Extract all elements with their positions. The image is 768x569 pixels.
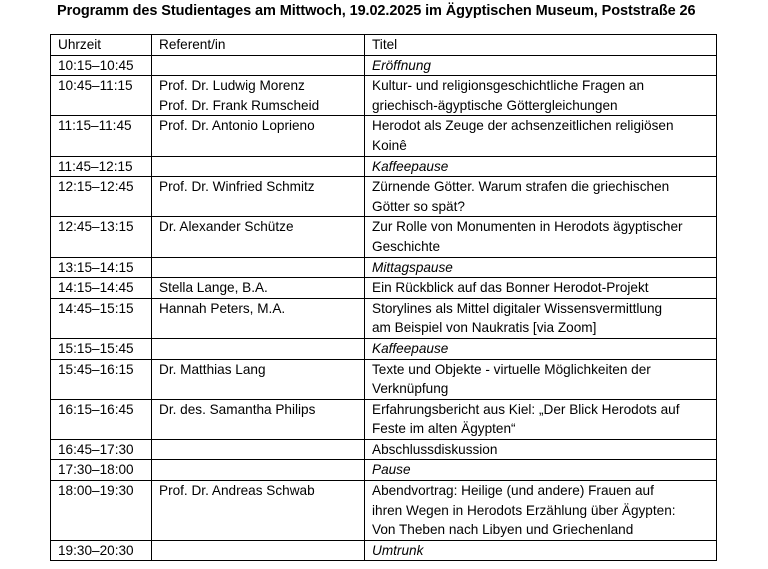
time-cell: 14:15–14:45 bbox=[51, 278, 152, 299]
title-line: am Beispiel von Naukratis [via Zoom] bbox=[372, 320, 597, 336]
time-cell: 12:45–13:15 bbox=[51, 217, 152, 257]
title-cell bbox=[365, 298, 717, 338]
referent-cell bbox=[152, 540, 365, 561]
title-line: Kaffeepause bbox=[372, 340, 449, 356]
referent-cell bbox=[152, 177, 365, 217]
referent-cell bbox=[152, 359, 365, 399]
title-cell bbox=[365, 338, 717, 359]
title-line: Zürnende Götter. Warum strafen die griechischen bbox=[372, 179, 670, 195]
table-row bbox=[51, 359, 717, 399]
table-row bbox=[51, 156, 717, 177]
table-row bbox=[51, 439, 717, 460]
title-cell bbox=[365, 76, 717, 116]
table-row bbox=[51, 257, 717, 278]
title-cell bbox=[365, 399, 717, 439]
title-cell bbox=[365, 55, 717, 76]
title-line: Geschichte bbox=[372, 238, 441, 254]
referent-name: Prof. Dr. Antonio Loprieno bbox=[159, 118, 315, 134]
table-row bbox=[51, 217, 717, 257]
time-cell: 11:15–11:45 bbox=[51, 116, 152, 156]
table-row bbox=[51, 177, 717, 217]
title-line: Kaffeepause bbox=[372, 158, 449, 174]
title-line: Herodot als Zeuge der achsenzeitlichen religiösen bbox=[372, 118, 674, 134]
title-cell bbox=[365, 156, 717, 177]
referent-name: Stella Lange, B.A. bbox=[159, 280, 268, 296]
title-line: Abschlussdiskussion bbox=[372, 441, 498, 457]
title-line: Von Theben nach Libyen und Griechenland bbox=[372, 522, 634, 538]
referent-name: Hannah Peters, M.A. bbox=[159, 300, 286, 316]
column-header-referent: Referent/in bbox=[152, 35, 365, 56]
title-line: Storylines als Mittel digitaler Wissensvermittlung bbox=[372, 300, 663, 316]
title-line: Koinê bbox=[372, 137, 407, 153]
time-cell: 12:15–12:45 bbox=[51, 177, 152, 217]
referent-cell bbox=[152, 338, 365, 359]
table-row bbox=[51, 481, 717, 541]
table-row bbox=[51, 76, 717, 116]
referent-cell bbox=[152, 257, 365, 278]
time-cell: 14:45–15:15 bbox=[51, 298, 152, 338]
title-line: Abendvortrag: Heilige (und andere) Frauen auf bbox=[372, 483, 654, 499]
title-cell bbox=[365, 359, 717, 399]
table-row bbox=[51, 338, 717, 359]
time-cell: 19:30–20:30 bbox=[51, 540, 152, 561]
time-cell: 18:00–19:30 bbox=[51, 481, 152, 541]
title-line: Ein Rückblick auf das Bonner Herodot-Projekt bbox=[372, 280, 649, 296]
table-row bbox=[51, 460, 717, 481]
title-line: griechisch-ägyptische Göttergleichungen bbox=[372, 97, 618, 113]
time-cell: 17:30–18:00 bbox=[51, 460, 152, 481]
referent-cell bbox=[152, 460, 365, 481]
column-header-time: Uhrzeit bbox=[51, 35, 152, 56]
title-cell bbox=[365, 116, 717, 156]
time-cell: 10:45–11:15 bbox=[51, 76, 152, 116]
table-row bbox=[51, 278, 717, 299]
referent-cell bbox=[152, 116, 365, 156]
table-row bbox=[51, 540, 717, 561]
referent-name: Prof. Dr. Andreas Schwab bbox=[159, 483, 315, 499]
referent-name: Prof. Dr. Frank Rumscheid bbox=[159, 97, 320, 113]
referent-name: Dr. Alexander Schütze bbox=[159, 219, 294, 235]
time-cell: 15:45–16:15 bbox=[51, 359, 152, 399]
table-row bbox=[51, 55, 717, 76]
referent-name: Dr. Matthias Lang bbox=[159, 361, 266, 377]
time-cell: 10:15–10:45 bbox=[51, 55, 152, 76]
title-cell bbox=[365, 481, 717, 541]
referent-name: Dr. des. Samantha Philips bbox=[159, 401, 316, 417]
page-title: Programm des Studientages am Mittwoch, 19.02.2025 im Ägyptischen Museum, Poststraße 26 bbox=[57, 3, 696, 19]
table-row bbox=[51, 298, 717, 338]
table-row bbox=[51, 399, 717, 439]
referent-cell bbox=[152, 399, 365, 439]
time-cell: 11:45–12:15 bbox=[51, 156, 152, 177]
title-line: Götter so spät? bbox=[372, 198, 465, 214]
title-cell bbox=[365, 439, 717, 460]
title-cell bbox=[365, 278, 717, 299]
time-cell: 13:15–14:15 bbox=[51, 257, 152, 278]
title-line: Kultur- und religionsgeschichtliche Fragen an bbox=[372, 78, 645, 94]
referent-cell bbox=[152, 217, 365, 257]
table-row bbox=[51, 116, 717, 156]
schedule-body bbox=[51, 55, 717, 561]
referent-name: Prof. Dr. Ludwig Morenz bbox=[159, 78, 305, 94]
title-line: Eröffnung bbox=[372, 57, 431, 73]
table-header-row bbox=[51, 35, 717, 56]
time-cell: 15:15–15:45 bbox=[51, 338, 152, 359]
time-cell: 16:15–16:45 bbox=[51, 399, 152, 439]
title-cell bbox=[365, 177, 717, 217]
referent-cell bbox=[152, 55, 365, 76]
referent-name: Prof. Dr. Winfried Schmitz bbox=[159, 179, 315, 195]
title-line: ihren Wegen in Herodots Erzählung über Ägypten: bbox=[372, 502, 676, 518]
title-line: Umtrunk bbox=[372, 542, 424, 558]
referent-cell bbox=[152, 278, 365, 299]
schedule-table bbox=[50, 34, 717, 561]
title-cell bbox=[365, 540, 717, 561]
title-line: Verknüpfung bbox=[372, 381, 449, 397]
time-cell: 16:45–17:30 bbox=[51, 439, 152, 460]
title-line: Pause bbox=[372, 462, 411, 478]
title-cell bbox=[365, 460, 717, 481]
column-header-title: Titel bbox=[365, 35, 717, 56]
referent-cell bbox=[152, 156, 365, 177]
referent-cell bbox=[152, 76, 365, 116]
title-line: Feste im alten Ägypten“ bbox=[372, 421, 516, 437]
title-line: Texte und Objekte - virtuelle Möglichkeiten der bbox=[372, 361, 651, 377]
title-line: Erfahrungsbericht aus Kiel: „Der Blick Herodots auf bbox=[372, 401, 680, 417]
title-cell bbox=[365, 257, 717, 278]
referent-cell bbox=[152, 481, 365, 541]
title-cell bbox=[365, 217, 717, 257]
title-line: Zur Rolle von Monumenten in Herodots ägyptischer bbox=[372, 219, 683, 235]
referent-cell bbox=[152, 298, 365, 338]
title-line: Mittagspause bbox=[372, 259, 453, 275]
referent-cell bbox=[152, 439, 365, 460]
